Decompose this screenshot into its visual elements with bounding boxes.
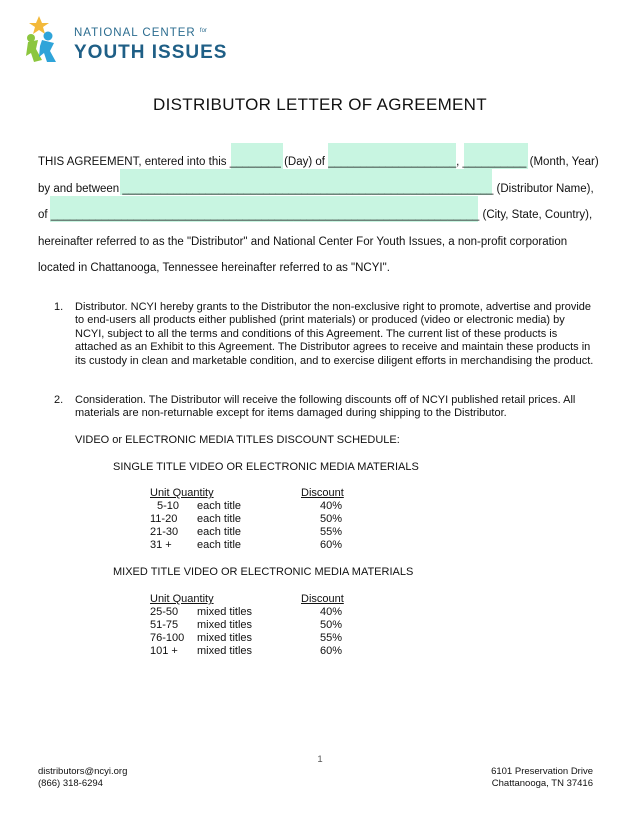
item-heading: Distributor. xyxy=(75,301,128,313)
logo-figures-icon xyxy=(24,16,72,68)
logo-line1: NATIONAL CENTER $^{for}$ xyxy=(74,27,207,39)
single-col-discount: Discount xyxy=(301,487,344,499)
mixed-qty: 25-50 xyxy=(150,606,179,618)
footer-address-line1: 6101 Preservation Drive xyxy=(491,766,593,777)
single-discount: 60% xyxy=(320,539,343,551)
mixed-discount: 55% xyxy=(320,632,343,644)
agreement-line-5: located in Chattanooga, Tennessee hereinafter referred to as "NCYI". xyxy=(38,262,390,274)
single-qty: 31 + xyxy=(150,539,172,551)
item-number: 1. xyxy=(54,301,64,313)
single-discount: 40% xyxy=(320,500,343,512)
page-number: 1 xyxy=(317,754,323,765)
footer-address-line2: Chattanooga, TN 37416 xyxy=(491,778,593,789)
single-unit: each title xyxy=(197,526,242,538)
mixed-discount: 50% xyxy=(320,619,343,631)
single-qty: 21-30 xyxy=(150,526,179,538)
single-discount: 55% xyxy=(320,526,343,538)
single-qty: 5-10 xyxy=(157,500,180,512)
item-heading: Consideration. xyxy=(75,394,146,406)
mixed-unit: mixed titles xyxy=(197,619,253,631)
footer-address xyxy=(491,766,593,790)
mixed-unit: mixed titles xyxy=(197,606,253,618)
mixed-col-discount: Discount xyxy=(301,593,344,605)
footer-email: distributors@ncyi.org xyxy=(38,766,128,777)
mixed-qty: 101 + xyxy=(150,645,178,657)
single-unit: each title xyxy=(197,539,242,551)
footer-phone: (866) 318-6294 xyxy=(38,778,103,789)
single-unit: each title xyxy=(197,500,242,512)
single-unit: each title xyxy=(197,513,242,525)
single-title-heading: SINGLE TITLE VIDEO OR ELECTRONIC MEDIA MATERIALS xyxy=(113,461,419,473)
mixed-discount: 40% xyxy=(320,606,343,618)
item-text: The Distributor will receive the following discounts off of NCYI published retail prices. All materials are non-returnable except for items damaged during shipping to the Distributor. xyxy=(75,394,576,420)
ncyi-logo xyxy=(24,16,244,68)
mixed-title-heading: MIXED TITLE VIDEO OR ELECTRONIC MEDIA MATERIALS xyxy=(113,566,414,578)
single-discount: 50% xyxy=(320,513,343,525)
mixed-qty: 76-100 xyxy=(150,632,185,644)
mixed-unit: mixed titles xyxy=(197,632,253,644)
schedule-heading: VIDEO or ELECTRONIC MEDIA TITLES DISCOUNT SCHEDULE: xyxy=(75,434,400,446)
agreement-line-2: by and between __________________________________________________________ (Distributor Name), xyxy=(38,183,594,195)
mixed-qty: 51-75 xyxy=(150,619,179,631)
footer-contact xyxy=(38,766,127,790)
single-col-quantity: Unit Quantity xyxy=(150,487,214,499)
item-text: NCYI hereby grants to the Distributor the non-exclusive right to promote, advertise and provide to end-users all products either published (print materials) or produced (video or electronic media) by NCYI, subject to all the terms and conditions of this Agreement. The current list of these products is attached as an Exhibit to this Agreement. The Distributor agrees to receive and maintain these products in its custody in clean and marketable condition, and to exercise diligent efforts in merchandising the product. xyxy=(75,301,594,367)
agreement-line-4: hereinafter referred to as the "Distributor" and National Center For Youth Issues, a non-profit corporation xyxy=(38,236,568,248)
page-title: DISTRIBUTOR LETTER OF AGREEMENT xyxy=(153,95,487,114)
logo-line2: YOUTH ISSUES xyxy=(74,42,228,63)
item-number: 2. xyxy=(54,394,64,406)
mixed-unit: mixed titles xyxy=(197,645,253,657)
mixed-discount: 60% xyxy=(320,645,343,657)
agreement-line-3: of ___________________________________________________________________ (City, State, Country), xyxy=(38,209,593,221)
agreement-line-1: THIS AGREEMENT, entered into this ________ (Day) of ____________________, __________ (Month, Year) xyxy=(38,156,599,168)
mixed-col-quantity: Unit Quantity xyxy=(150,593,214,605)
single-qty: 11-20 xyxy=(150,513,178,525)
